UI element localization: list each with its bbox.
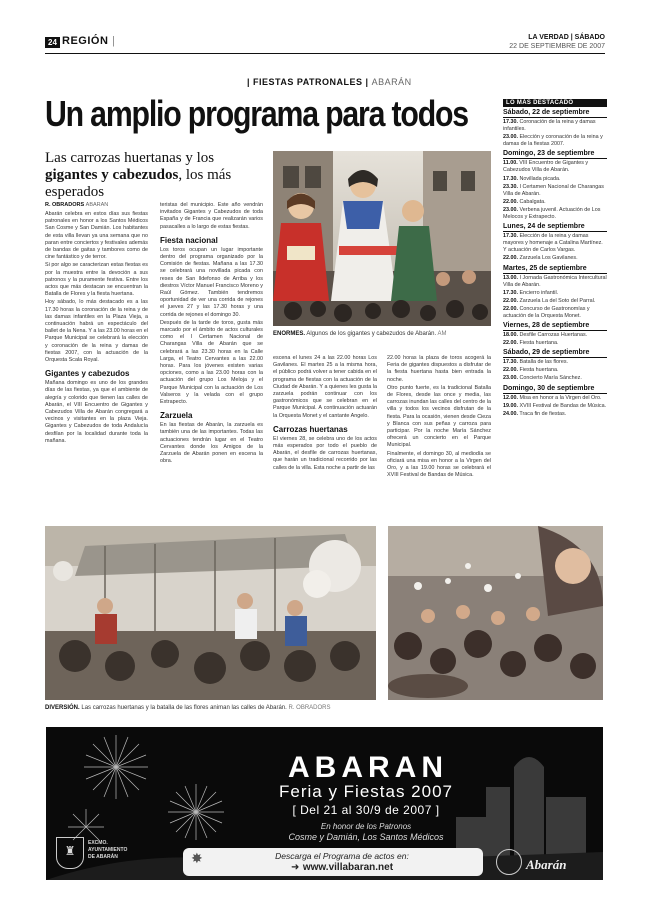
col1-subheading: Gigantes y cabezudos [45,369,130,379]
article-kicker: | FIESTAS PATRONALES | ABARÁN [247,77,412,87]
event-description: Coronación de la reina y damas infantiles. [503,119,596,133]
sidebar-event [503,395,607,402]
col1-paragraph: Si por algo se caracterizan estas fiestas es por la muestra entre la devoción a sus patronos y la puramente festiva. Entre los actos que más destacan se encuentran la Batalla de Flores y la fiesta huertana. [45,262,148,298]
event-description: Batalla de las flores. [519,359,569,366]
byline-place: ABARÁN [85,202,109,208]
photo-gigantes [273,151,491,326]
col2-subheading: Zarzuela [160,411,193,421]
caption-text: Las carrozas huertanas y la batalla de las flores animan las calles de Abarán. [81,705,287,711]
sidebar-day-heading: Domingo, 23 de septiembre [503,150,607,159]
caption-label: DIVERSIÓN. [45,705,80,711]
event-description: Zarzuela La del Soto del Parral. [519,297,596,304]
event-description: Cabalgata. [519,198,546,205]
article-column-3 [273,355,377,512]
event-description: I Jornada Gastronómica Intercultural Villa de Abarán. [503,274,607,288]
ad-url[interactable]: www.villabaran.net [302,862,394,873]
logo-line: DE ABARÁN [88,854,118,860]
event-description: Concurso de Gastronomías y actuación de la Orquesta Monet. [503,305,590,319]
event-description: Elección y coronación de la reina y damas de la fiestas 2007. [503,134,603,148]
sidebar-event [503,160,607,174]
event-description: Zarzuela Los Gavilanes. [519,255,578,262]
photo-carroza [45,526,376,700]
globe-icon [496,849,522,875]
sidebar-day-heading: Domingo, 30 de septiembre [503,385,607,394]
event-time: 22.00. [503,367,518,374]
photo-credit: AM [437,331,447,337]
event-time: 22.00. [503,297,518,304]
caption-label: ENORMES. [273,331,306,337]
subheadline [45,150,260,201]
star-icon: ✸ [191,851,203,867]
event-description: I Certamen Nacional de Charangas Villa de Abarán. [503,183,604,197]
col1-paragraph: Abarán celebra en estos días sus fiestas patronales en honor a los Santos Médicos San Cosme y San Damián. Los habitantes de esta villa llevan ya una semana que no paran entre conciertos y festivales además de bandas de gaitas y tambores como de cine fantástico y de terror. [45,211,148,261]
crest-icon: ♜ [56,837,84,869]
pointer-icon: ➜ [290,862,303,873]
sidebar-event [503,306,607,320]
col3-paragraph: El viernes 28, se celebra uno de los actos más esperados por todo el pueblo de Abarán, el desfile de carrozas huertanas, que harán un tradicional recorrido por las calles de la villa. Esta noche a partir de las [273,435,377,471]
event-time: 22.00. [503,340,518,347]
col2-paragraph: Los toros ocupan un lugar importante dentro del programa organizado por la Comisión de fiestas. Mañana a las 17.30 se celebrará una novillada picada con reses de San Ildefonso de Arriba y los diestros Víctor Manuel Francisco Moreno y Raúl Gómez. También tendremos oportunidad de ver una corrida de rejones el jueves 27 y las 17.30 horas y una corrida de rejones el domingo 30. [160,246,263,318]
ad-download-text: Descarga el Programa de actos en: [275,851,409,861]
byline-author: R. OBRADORS [45,202,85,208]
highlights-sidebar [503,99,607,418]
section-name: REGIÓN [62,35,109,47]
newspaper-name: LA VERDAD [528,34,569,41]
sidebar-event [503,184,607,198]
sidebar-event [503,134,607,148]
ad-council-logo [88,840,127,861]
event-description: Desfile Carrozas Huertanas. [519,332,588,339]
photo-carroza-image [45,526,376,700]
ad-brand-right: Abarán [526,857,567,872]
sidebar-event [503,290,607,297]
sidebar-day-heading: Martes, 25 de septiembre [503,265,607,274]
event-time: 17.30. [503,289,518,296]
subhead-pre: Las carrozas huertanas y los [45,150,215,166]
article-column-1 [45,202,148,512]
subhead-bold: gigantes y cabezudos [45,167,179,183]
sidebar-event [503,199,607,206]
event-time: 17.30. [503,359,518,366]
ad-honor-line1: En honor de los Patronos [320,822,412,831]
sidebar-event [503,119,607,133]
col4-paragraph: Finalmente, el domingo 30, al mediodía se oficiará una misa en honor a la Virgen del Oro, y a las 19.00 horas se celebrará el XVIII Festival de Bandas de Música. [387,450,491,479]
event-time: 23.30. [503,183,518,190]
event-description: XVIII Festival de Bandas de Música. [519,402,607,409]
sidebar-event [503,255,607,262]
sidebar-event [503,375,607,382]
sidebar-event [503,176,607,183]
sidebar-event [503,359,607,366]
page-number: 24 [45,37,60,48]
ad-dates: [ Del 21 al 30/9 de 2007 ] [292,803,440,817]
event-time: 23.00. [503,134,518,141]
col2-paragraph: teristas del municipio. Este año vendrán invitados Gigantes y Cabezudos de toda España y de Francia que realizarán varios pasacalles a lo largo de estas fiestas. [160,202,263,230]
event-time: 23.00. [503,206,518,213]
sidebar-day-heading: Sábado, 29 de septiembre [503,349,607,358]
caption-text: Algunos de los gigantes y cabezudos de Abarán. [306,331,437,337]
event-time: 22.00. [503,255,518,262]
header-rule [45,53,605,54]
ad-website-link[interactable] [207,862,477,873]
photo-gigantes-caption [273,331,491,337]
sidebar-day-heading: Sábado, 22 de septiembre [503,109,607,118]
event-time: 17.30. [503,233,518,240]
kicker-topic: FIESTAS PATRONALES [253,77,363,87]
newspaper-day: LA VERDAD | SÁBADO [528,34,605,41]
event-time: 18.00. [503,332,518,339]
col4-paragraph: Otro punto fuerte, es la tradicional Batalla de Flores, desde las once y media, las carrozas inundan las calles del centro de la villa y todos los vecinos disfrutan de la fiesta. Para la ocasión, vienen desde Cieza y Blanca con sus peñas y carroza para participar. Por la noche María Sánchez ofrecerá un concierto en el Parque Municipal. [387,384,491,449]
event-time: 13.00. [503,274,518,281]
sidebar-event [503,367,607,374]
sidebar-event [503,233,607,254]
col2-paragraph: En las fiestas de Abarán, la zarzuela es también una de las importantes. Todas las actuaciones tendrán lugar en el Teatro Cervantes donde los Amigos de la Zarzuela de Abarán ponen en escena la obra. [160,422,263,465]
sidebar-title: LO MÁS DESTACADO [503,99,607,107]
advertisement-abaran[interactable] [46,727,603,880]
sidebar-event [503,275,607,289]
event-description: Fiesta huertana. [519,340,559,347]
sidebar-event [503,411,607,418]
event-time: 22.00. [503,305,518,312]
sidebar-event [503,332,607,339]
sidebar-days [503,109,607,418]
photo-batalla-flores [388,526,603,700]
event-description: Fiesta huertana. [519,367,559,374]
photo-gigantes-image [273,151,491,326]
subhead-post: , los más esperados [45,167,232,200]
weekday: SÁBADO [574,34,605,41]
sidebar-day-heading: Lunes, 24 de septiembre [503,223,607,232]
col4-paragraph: 22.00 horas la plaza de toros acogerá la Feria de gigantes dispuestos a disfrutar de la fiesta huertana hasta bien entrada la noche. [387,355,491,383]
ad-brand-title: ABARAN [288,751,448,784]
event-description: Verbena juvenil. Actuación de Los Melocos y Extrapecto. [503,206,601,221]
ad-honor-line2: Cosme y Damián, Los Santos Médicos [288,832,444,842]
col3-paragraph: escena el lunes 24 a las 22.00 horas Los Gavilanes. El martes 25 a la misma hora, el público podrá volver a tener cabida en el programa de fiestas con la actuación de la Ciudad de Abarán. Y a quienes les gusta la zarzuela podrán continuar con los gastronómicos que se celebran en el Parque Municipal. A continuación actuarán la Orquesta Monet y el cantante Angelo. [273,355,377,419]
event-time: 12.00. [503,394,518,401]
event-description: Elección de la reina y damas mayores y homenaje a Catalina Martínez. Y actuación de Carlos Vargas. [503,233,603,254]
photo-bottom-caption [45,705,603,711]
event-description: Novillada picada. [519,175,561,182]
ad-download-banner[interactable] [183,848,483,876]
col1-paragraph: Mañana domingo es uno de los grandes días de las fiestas, ya que el ambiente de alegría y colorido que tienen las calles de Abarán, el VIII Encuentro de Gigantes y Cabezudos Villa de Abarán congregará a vecinos y visitantes en la plaza Vieja. Gigantes y Cabezudos de toda Andalucía desfilan por la localidad durante toda la mañana. [45,380,148,444]
event-description: Encierro infantil. [519,289,559,296]
logo-line: AYUNTAMIENTO [88,847,128,853]
event-description: Concierto María Sánchez. [519,375,582,382]
event-time: 23.00. [503,375,518,382]
event-time: 22.00. [503,198,518,205]
ad-event-title: Feria y Fiestas 2007 [278,782,453,801]
col2-subheading: Fiesta nacional [160,235,218,245]
photo-credit: R. OBRADORS [288,705,331,711]
article-column-4 [387,355,491,512]
event-description: Misa en honor a la Virgen del Oro. [519,394,602,401]
section-separator: | [112,35,115,47]
event-time: 17.30. [503,119,518,125]
kicker-place: ABARÁN [371,77,412,87]
event-description: Traca fin de fiestas. [519,410,567,417]
article-column-2 [160,202,263,512]
sidebar-event [503,403,607,410]
issue-date: 22 DE SEPTIEMBRE DE 2007 [509,43,605,50]
headline: Un amplio programa para todos [45,93,468,134]
byline [45,202,148,208]
event-time: 17.30. [503,175,518,182]
event-time: 19.00. [503,402,518,409]
event-time: 11.00. [503,160,518,167]
event-time: 24.00. [503,410,518,417]
sidebar-event [503,340,607,347]
col3-subheading: Carrozas huertanas [273,424,348,434]
sidebar-event [503,207,607,221]
sidebar-event [503,298,607,305]
logo-line: EXCMO. [88,840,108,846]
photo-batalla-flores-image [388,526,603,700]
sidebar-day-heading: Viernes, 28 de septiembre [503,322,607,331]
col2-paragraph: Después de la tarde de toros, gusta más marcado por el ámbito de actos culturales como el I Certamen Nacional de Charangas Villa de Abarán que se celebrará a las 23.30 horas en la Calle Larga, el Teatro Cervantes a las 22.00 horas. Para los jóvenes existen varias opciones, como a las 23.00 horas con la actuación del grupo Los Meloja y el Parque Municipal con la actuación de Los Valseros y la velada con el grupo Extrapecto. [160,319,263,406]
event-description: VIII Encuentro de Gigantes y Cabezudos Villa de Abarán. [503,160,589,174]
col1-paragraph: Hoy sábado, lo más destacado es a las 17.30 horas la coronación de la reina y de las damas infantiles en la Plaza Vieja, a continuación habrá un espectáculo del ballet de la Nena. Y a las 23.00 horas en el Parque Municipal se celebrará la elección y coronación de la reina y damas de fiestas 2007, con la actuación de la Orquesta Scala Royal. [45,299,148,364]
